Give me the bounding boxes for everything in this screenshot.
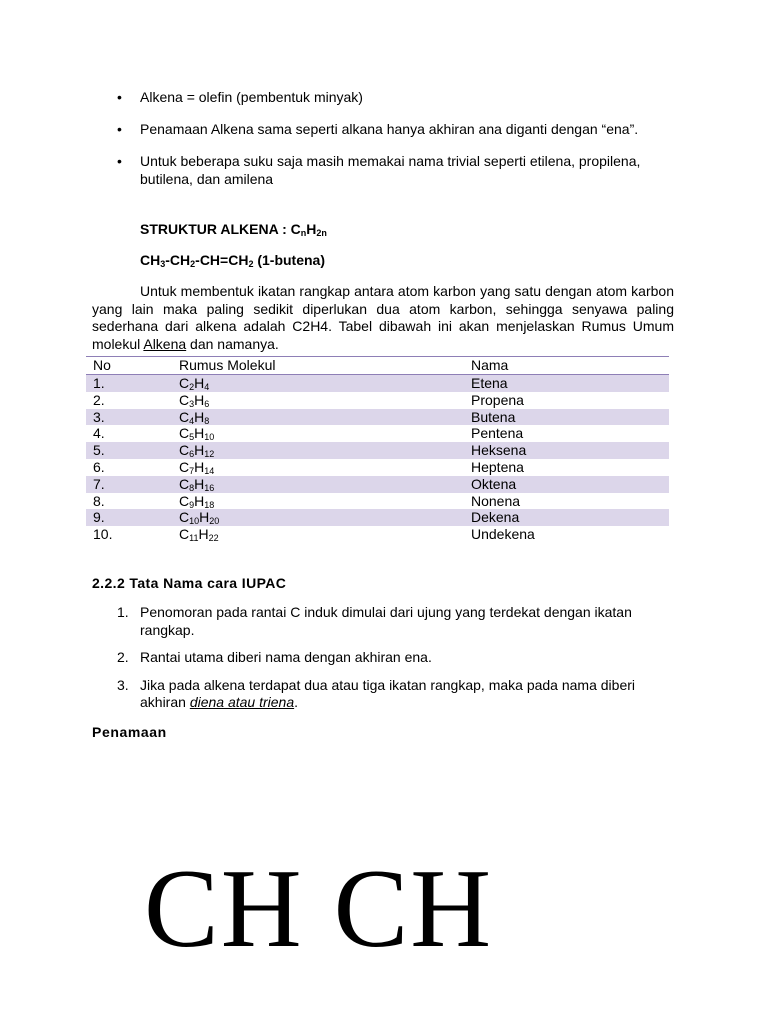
formula-subscript: 20 [209, 516, 220, 527]
table-header-row [86, 357, 669, 374]
penamaan-heading: Penamaan [92, 724, 167, 740]
table-row [86, 425, 669, 442]
formula-sub: 2 [248, 259, 254, 269]
cell-nama: Etena [471, 375, 508, 391]
formula-subscript: 4 [204, 382, 210, 392]
formula-element: C [179, 526, 190, 543]
rule-item [117, 649, 657, 667]
formula-element: H [194, 475, 205, 492]
cell-nama: Oktena [471, 475, 517, 492]
formula-element: H [194, 375, 205, 391]
formula-element: C [179, 459, 190, 475]
formula-subscript: 18 [204, 499, 215, 510]
formula-element: H [194, 408, 205, 425]
formula-part: -CH [165, 252, 191, 268]
formula-element: H [198, 526, 209, 543]
formula-element: H [194, 425, 205, 442]
structure-h: H [306, 221, 317, 237]
formula-element: C [179, 375, 190, 391]
formula-element: H [199, 509, 210, 526]
bullet-item: • Penamaan Alkena sama seperti alkana hanya akhiran ana diganti dengan “ena”. [117, 120, 657, 138]
structure-heading [140, 221, 327, 237]
bullet-item: • Alkena = olefin (pembentuk minyak) [117, 88, 657, 106]
table-row [86, 442, 669, 459]
cell-no: 9. [93, 509, 105, 526]
rule-number: 1. [117, 604, 129, 620]
formula-sub: 2 [190, 259, 196, 269]
header-rumus: Rumus Molekul [179, 357, 276, 373]
table-row [86, 409, 669, 426]
formula-part: -CH=CH [195, 252, 249, 268]
cell-no: 10. [93, 526, 113, 543]
cell-nama: Pentena [471, 425, 524, 442]
cell-rumus [179, 509, 219, 526]
cell-nama: Heptena [471, 459, 524, 475]
formula-subscript: 2 [189, 382, 195, 392]
large-formula-image [140, 847, 560, 971]
cell-rumus [179, 442, 214, 459]
formula-element: H [194, 459, 205, 475]
cell-rumus [179, 493, 214, 510]
formula-element: C [179, 492, 190, 509]
cell-rumus [179, 409, 209, 426]
rule-number: 2. [117, 649, 129, 665]
formula-part: (1-butena) [253, 252, 326, 268]
rule-emphasis: diena atau triena [189, 694, 295, 710]
formula-element: C [179, 509, 190, 526]
header-nama: Nama [471, 357, 509, 373]
formula-subscript: 12 [204, 449, 215, 460]
cell-no: 2. [93, 391, 105, 408]
formula-subscript: 8 [204, 415, 210, 426]
cell-no: 8. [93, 492, 105, 509]
rule-item [117, 604, 657, 639]
formula-subscript: 7 [189, 466, 195, 476]
formula-element: C [179, 442, 190, 459]
cell-nama: Propena [471, 391, 524, 408]
formula-subscript: 16 [204, 482, 215, 493]
formula-subscript: 22 [208, 533, 219, 544]
cell-rumus [179, 375, 209, 392]
header-no: No [93, 357, 111, 373]
formula-subscript: 5 [189, 432, 195, 443]
alkena-link[interactable]: Alkena [143, 335, 187, 352]
formula-element: C [179, 408, 190, 425]
cell-no: 4. [93, 425, 105, 442]
cell-no: 6. [93, 459, 105, 475]
paragraph-text: Untuk membentuk ikatan rangkap antara atom karbon yang satu dengan atom karbon yang lain maka paling sedikit diperlukan dua atom karbon, sehingga senyawa paling sederhana dari alkena adalah C2H4. Tabel dibawah ini akan menjelaskan Rumus Umum molekul [92, 283, 674, 352]
table-row [86, 459, 669, 476]
cell-no: 5. [93, 442, 105, 459]
formula-element: C [179, 475, 190, 492]
formula-element: H [194, 391, 205, 408]
cell-rumus [179, 392, 209, 409]
cell-nama: Nonena [471, 492, 521, 509]
rule-number: 3. [117, 676, 129, 693]
structure-sub-2n: 2n [316, 228, 327, 238]
example-formula [140, 252, 325, 268]
cell-rumus [179, 476, 214, 493]
cell-rumus [179, 526, 219, 543]
table-row [86, 375, 669, 392]
rule-text: Rantai utama diberi nama dengan akhiran ena. [140, 649, 432, 665]
cell-no: 1. [93, 375, 105, 391]
table-row [86, 392, 669, 409]
table-row [86, 509, 669, 526]
structure-sub-n: n [300, 228, 307, 238]
formula-subscript: 14 [204, 466, 215, 476]
section-title: 2.2.2 Tata Nama cara IUPAC [92, 575, 287, 591]
formula-subscript: 8 [189, 482, 195, 493]
formula-part: CH [140, 252, 161, 268]
rule-end: . [294, 694, 299, 710]
bullet-item: • Untuk beberapa suku saja masih memakai nama trivial seperti etilena, propilena, butilena, dan amilena [117, 152, 657, 188]
cell-nama: Butena [471, 408, 516, 425]
formula-subscript: 4 [189, 415, 195, 426]
rule-item [117, 677, 657, 712]
formula-element: H [194, 442, 205, 459]
table-row [86, 476, 669, 493]
formula-element: H [194, 492, 205, 509]
formula-element: C [179, 425, 190, 442]
table-row [86, 526, 669, 543]
formula-subscript: 10 [204, 432, 215, 443]
formula-subscript: 10 [189, 516, 200, 527]
rule-text: Penomoran pada rantai C induk dimulai dari ujung yang terdekat dengan ikatan rangkap. [140, 604, 632, 638]
formula-element: C [179, 391, 190, 408]
formula-subscript: 9 [189, 499, 195, 510]
large-formula-text: CH CH [144, 847, 494, 971]
cell-nama: Undekena [471, 526, 535, 543]
cell-nama: Dekena [471, 509, 520, 526]
formula-subscript: 6 [189, 449, 195, 460]
cell-rumus [179, 425, 214, 442]
formula-subscript: 6 [204, 398, 210, 409]
intro-bullet-list [117, 88, 657, 202]
formula-subscript: 3 [189, 398, 195, 409]
structure-label: STRUKTUR ALKENA : C [140, 221, 301, 237]
iupac-rules-list [117, 604, 657, 722]
paragraph-text-end: dan namanya. [186, 335, 279, 352]
cell-no: 7. [93, 475, 105, 492]
table-row [86, 493, 669, 510]
cell-nama: Heksena [471, 442, 527, 459]
formula-subscript: 11 [189, 533, 199, 544]
formula-sub: 3 [160, 259, 166, 269]
intro-paragraph [92, 283, 674, 353]
cell-no: 3. [93, 408, 105, 425]
cell-rumus [179, 459, 214, 476]
rule-text: Jika pada alkena terdapat dua atau tiga ikatan rangkap, maka pada nama diberi akhiran [140, 676, 636, 710]
